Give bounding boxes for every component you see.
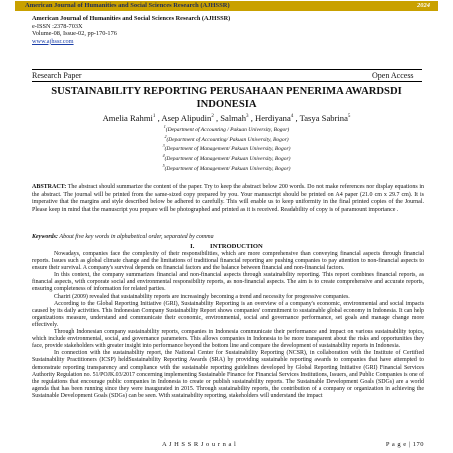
affiliation-text: (Department of Management/ Pakuan University, Bogor) <box>164 165 291 172</box>
author-name: Tasya Sabrina <box>299 113 348 123</box>
author-name: Amelia Rahmi <box>102 113 153 123</box>
banner-journal-title: American Journal of Humanities and Social Sciences Research (AJHSSR) <box>25 2 230 9</box>
body-paragraph: Nowadays, companies face the complexity of their responsibilities, which are more comprehensive than conveying financial aspects through financial reports. Issues such as global climate change and the limitations of traditional financial reporting are pushing companies to pay attention to non-financial aspects to ensure their survival. A company's survival depends on financial factors and the balance between financial and non-financial factors. <box>32 251 424 272</box>
access-type: Open Access <box>372 71 414 80</box>
header-rule-bottom <box>32 81 422 82</box>
affiliation-line <box>20 124 433 134</box>
affiliation-line <box>20 134 433 144</box>
body-paragraph: Chariri (2009) revealed that sustainability reports are increasingly becoming a trend and necessity for progressive companies. <box>54 293 350 300</box>
affiliation-list <box>20 124 433 173</box>
abstract-text: The abstract should summarize the content of the paper. Try to keep the abstract below 200 words. Do not make references nor display equations in the abstract. The journal will be printed from the same-sized copy prepared by you. Your manuscript should be printed on A4 paper (21.0 cm x 29.7 cm). It is imperative that the margins and style described below be adhered to carefully. This will enable us to keep uniformity in the final printed copies of the Journal. Please keep in mind that the manuscript you prepare will be photographed and printed as it is received. Readability of copy is of paramount importance . <box>32 184 424 213</box>
affiliation-marker: 2 <box>164 133 167 139</box>
affiliation-marker: 4 <box>162 153 165 159</box>
banner-year: 2024 <box>417 2 430 9</box>
footer-page-number: P a g e | 170 <box>385 441 424 448</box>
journal-website-link[interactable]: www.ajhssr.com <box>32 37 74 45</box>
author-affiliation-marker: 2 <box>211 114 214 120</box>
affiliation-text: (Department of Accounting / Pakuan University, Bogor) <box>165 126 290 133</box>
journal-volume-issue: Volume-08, Issue-02, pp-170-176 <box>32 30 117 38</box>
journal-meta <box>32 15 230 45</box>
journal-eissn: e-ISSN :2378-703X <box>32 22 83 30</box>
affiliation-marker: 1 <box>163 124 166 129</box>
abstract <box>32 184 424 214</box>
author-name: Herdiyana <box>255 113 291 123</box>
keywords <box>32 234 424 240</box>
footer-journal: A J H S S R J o u r n a l <box>162 441 237 448</box>
journal-banner <box>15 1 438 11</box>
author-affiliation-marker: 4 <box>290 114 294 120</box>
author-affiliation-marker: 1 <box>152 114 156 120</box>
affiliation-line <box>20 163 433 173</box>
author-affiliation-marker: 5 <box>347 114 351 120</box>
affiliation-text: (Department of Accounting/ Pakuan University, Bogor) <box>166 136 289 143</box>
body-paragraph: According to the Global Reporting Initiative (GRI), Sustainability Reporting is an overview of a company's economic, environmental and social impacts caused by its daily activities. This Indonesian Company Sustainability Report shows companies' commitment to sustainable global economy in Indonesia. It can help organizations measure, understand and communicate their economic, environmental, social and governance performance, set goals and manage change more effectively. <box>32 300 424 328</box>
affiliation-text: (Department of Management/ Pakuan University, Bogor) <box>164 146 291 153</box>
paper-title: SUSTAINABILITY REPORTING PERUSAHAAN PENERIMA AWARDSDI INDONESIA <box>51 86 402 110</box>
keywords-text: About five key words in alphabetical order, separated by comma <box>59 234 214 240</box>
author-name: Asep Alipudin <box>161 113 212 123</box>
body-text <box>32 251 424 400</box>
author-list: Amelia Rahmi$^1$ , Asep Alipudin$^2$ , Salmah$^3$ , Herdiyana$^4$ , Tasya Sabrina$^5$ <box>102 113 351 123</box>
affiliation-line <box>20 153 433 163</box>
body-paragraph: In connection with the sustainability report, the National Center for Sustainability Reporting (NCSR), in collaboration with the Institute of Certified Sustainability Practitioners (ICSP) heldSustainability Reporting Awards (SRA) by providing sustainable reporting awards to companies that have attempted to demonstrate reporting transparency and compliance with the sustainable reporting guidelines developed by Global Reporting Initiative (GRI) Financial Services Authority Regulation no. 51/POJK.03/2017 concerning implementing Sustainable Finance for Financial Services Institutions, Issuers, and Public Companies is one of the regulations that encourage public companies in Indonesia to create or publish sustainability reports. The Sustainable Development Goals (SDGs) are a world agenda that has been running since they were inaugurated in 2015. Through sustainability reports, the contribution of a company or organization in achieving the Sustainable Development Goals (SDGs) can be seen. With sustainability reporting, stakeholders will understand the impact <box>32 350 424 399</box>
abstract-label: ABSTRACT: <box>32 184 67 190</box>
section-heading <box>0 243 453 250</box>
affiliation-text: (Department of Management/ Pakuan University, Bogor) <box>164 156 291 163</box>
section-number: I. <box>190 243 195 250</box>
header-rule-top <box>32 69 422 70</box>
author-affiliation-marker: 3 <box>246 114 249 120</box>
keywords-label: Keywords: <box>32 234 58 240</box>
article-type: Research Paper <box>32 71 82 80</box>
body-paragraph: Through Indonesian company sustainability reports, companies in Indonesia communicate their performance and impact on various sustainability topics, which include environmental, social, and governance parameters. This allows companies in Indonesia to be more transparent about the risks and opportunities they face, provide stakeholders with greater insight into performance beyond the bottom line and compare the development of sustainability reports in Indonesia. <box>32 329 424 350</box>
affiliation-marker: 5 <box>162 162 165 168</box>
author-name: Salmah <box>220 113 247 123</box>
journal-name: American Journal of Humanities and Social Sciences Research (AJHSSR) <box>32 15 231 22</box>
affiliation-marker: 3 <box>162 143 165 149</box>
affiliation-line <box>20 143 433 153</box>
section-title: INTRODUCTION <box>210 243 263 250</box>
body-paragraph: In this context, the company summarizes financial and non-financial aspects through sustainability reporting. This report combines financial reports, as financial aspects, with corporate social and environmental responsibility reports, as non-financial aspects. The aim is to create comprehensive and accurate reports, ensuring completeness of information for related parties. <box>32 272 424 293</box>
